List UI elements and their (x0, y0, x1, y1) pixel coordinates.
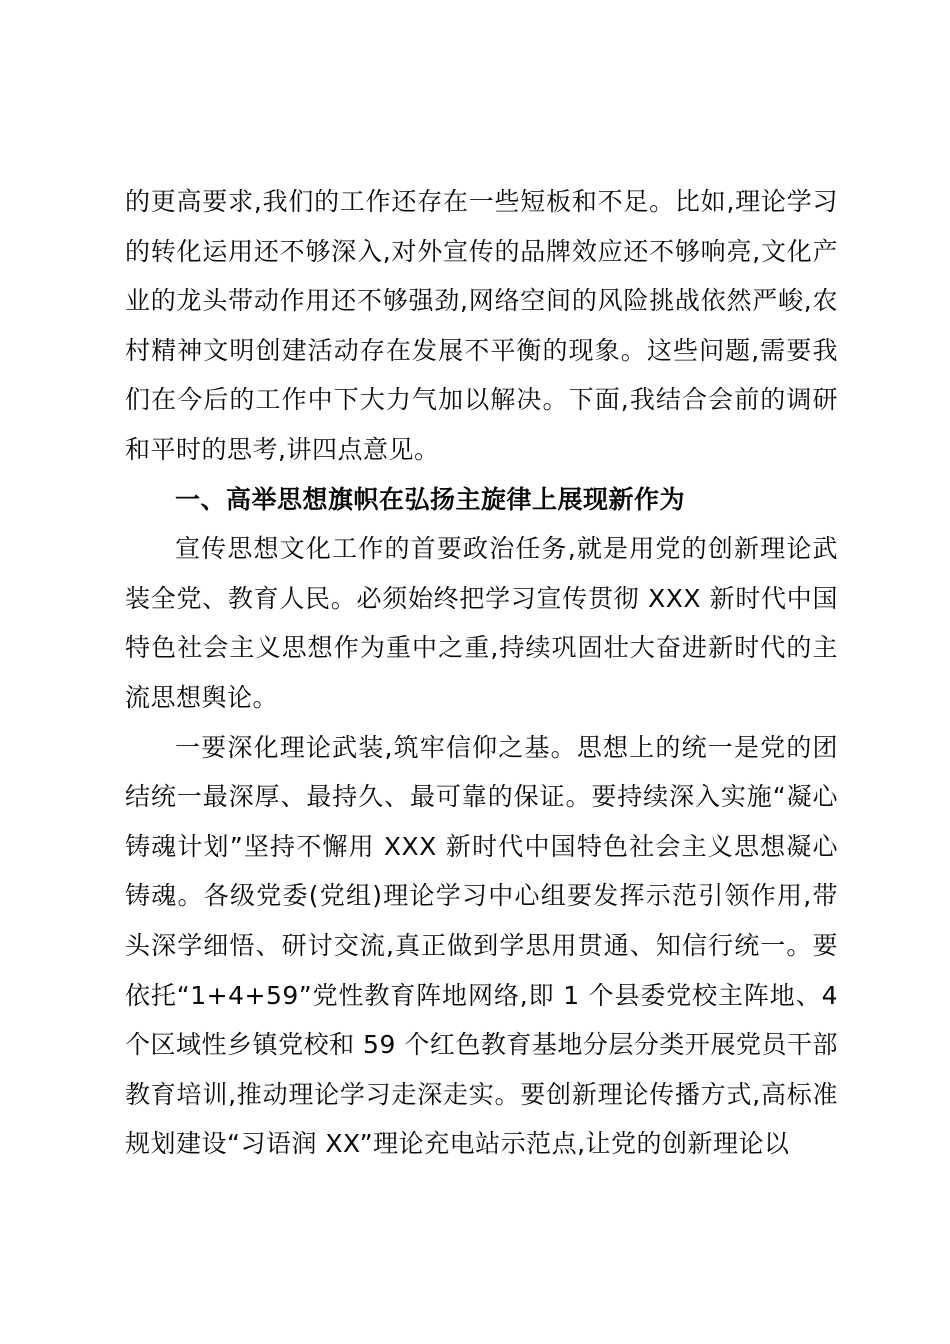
section-heading-one: 一、高举思想旗帜在弘扬主旋律上展现新作为 (175, 484, 686, 514)
document-text-block (125, 177, 838, 1169)
paragraph-body-2: 一要深化理论武装,筑牢信仰之基。思想上的统一是党的团结统一最深厚、最持久、最可靠的保证。要持续深入实施“凝心铸魂计划”坚持不懈用 XXX 新时代中国特色社会主义思想凝心铸魂。各级党委(党组)理论学习中心组要发挥示范引领作用,带头深学细悟、研讨交流,真正做到学思用贯通、知信行统一。要依托“1+4+59”党性教育阵地网络,即 1 个县委党校主阵地、4 个区域性乡镇党校和 59 个红色教育基地分层分类开展党员干部教育培训,推动理论学习走深走实。要创新理论传播方式,高标准规划建设“习语润 XX”理论充电站示范点,让党的创新理论以 (125, 732, 838, 1159)
paragraph-body-1: 宣传思想文化工作的首要政治任务,就是用党的创新理论武装全党、教育人民。必须始终把学习宣传贯彻 XXX 新时代中国特色社会主义思想作为重中之重,持续巩固壮大奋进新时代的主流思想舆论。 (125, 534, 838, 712)
paragraph-continuation: 的更高要求,我们的工作还存在一些短板和不足。比如,理论学习的转化运用还不够深入,对外宣传的品牌效应还不够响亮,文化产业的龙头带动作用还不够强劲,网络空间的风险挑战依然严峻,农村精神文明创建活动存在发展不平衡的现象。这些问题,需要我们在今后的工作中下大力气加以解决。下面,我结合会前的调研和平时的思考,讲四点意见。 (125, 187, 838, 464)
